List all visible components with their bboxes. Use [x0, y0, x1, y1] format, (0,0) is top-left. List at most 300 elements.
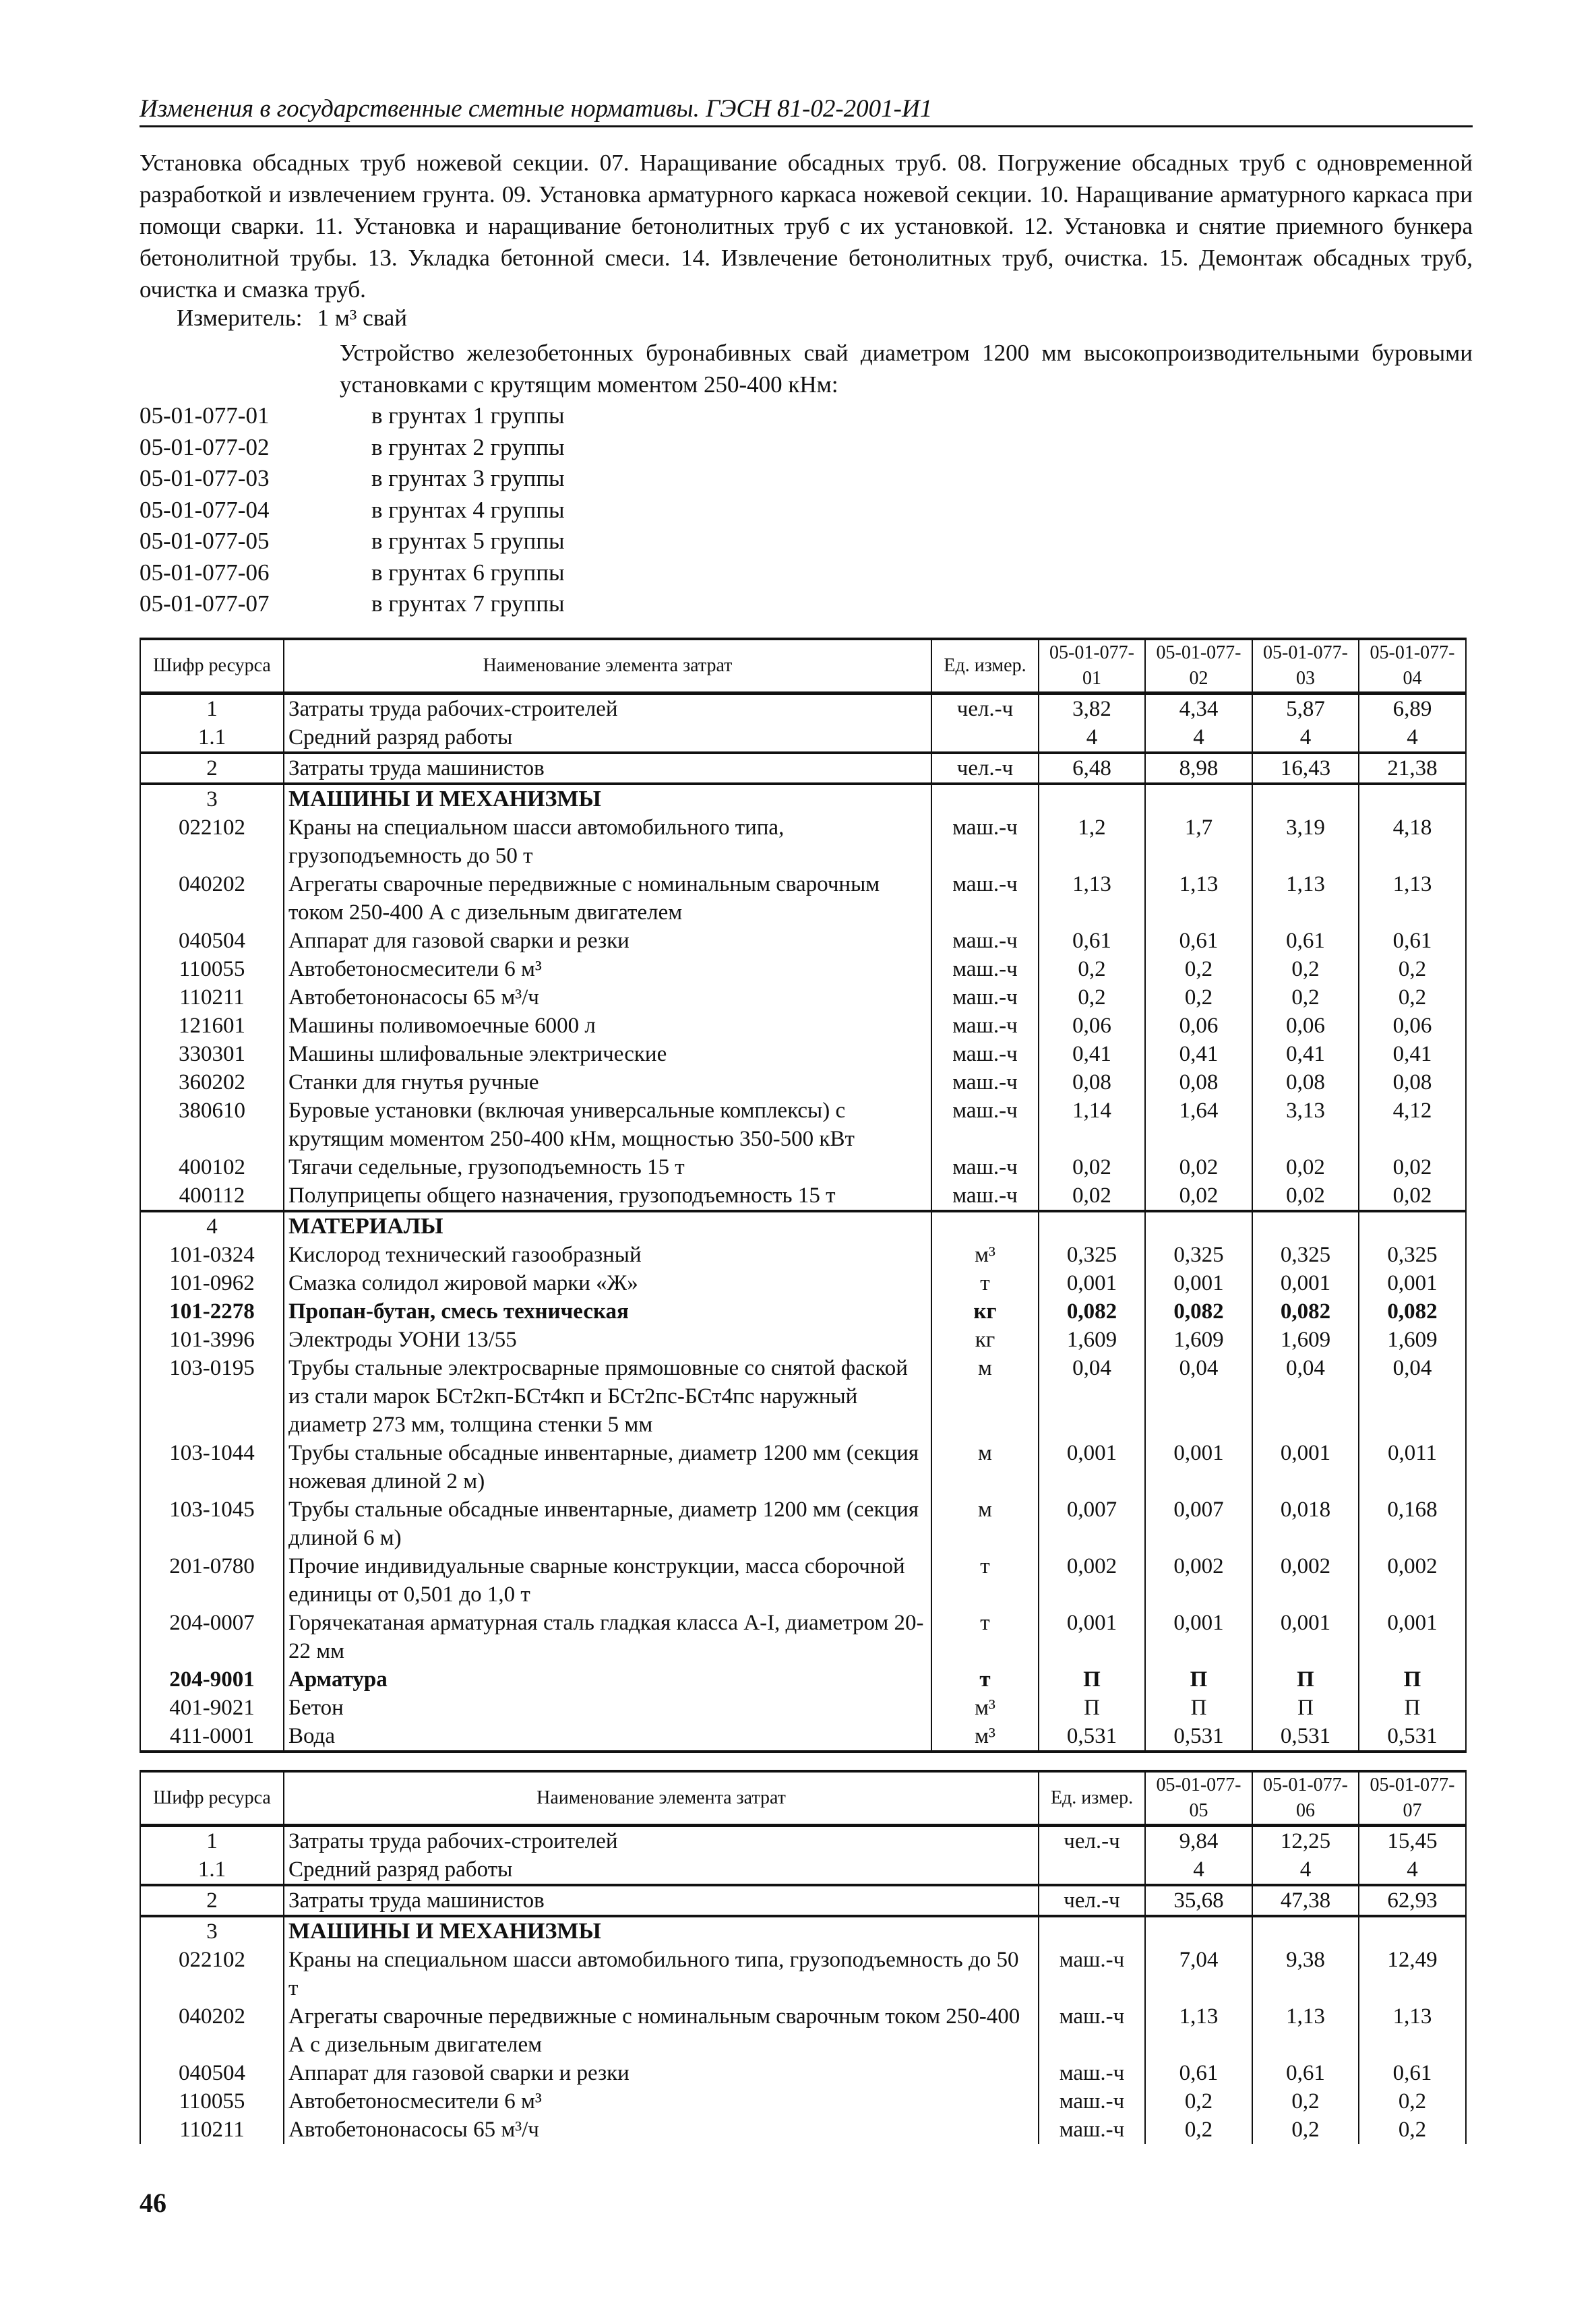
table-header-row	[140, 639, 1466, 694]
table-row	[140, 870, 1466, 927]
cost-element-name: Машины поливомоечные 6000 л	[284, 1012, 931, 1040]
cost-element-name: Арматура	[284, 1665, 931, 1694]
norm-value: 0,001	[1145, 1269, 1252, 1297]
cost-element-name: Буровые установки (включая универсальные комплексы) с крутящим моментом 250-400 кНм, мощностью 350-500 кВт	[284, 1097, 931, 1153]
unit: кг	[931, 1297, 1039, 1326]
norm-value: 4	[1039, 723, 1145, 753]
norm-value: 0,001	[1252, 1439, 1359, 1496]
norm-value: 0,08	[1252, 1068, 1359, 1097]
norm-value: 0,2	[1252, 955, 1359, 983]
norm-value: 0,02	[1145, 1181, 1252, 1211]
norm-value: 0,082	[1252, 1297, 1359, 1326]
norm-code-item	[140, 432, 565, 464]
table-row	[140, 1609, 1466, 1665]
norm-value: 0,41	[1145, 1040, 1252, 1068]
norm-value: 62,93	[1359, 1885, 1466, 1916]
norm-value: П	[1145, 1694, 1252, 1722]
cost-element-name: Прочие индивидуальные сварные конструкции, масса сборочной единицы от 0,501 до 1,0 т	[284, 1552, 931, 1609]
norm-value: 0,001	[1359, 1609, 1466, 1665]
norm-code-name: в грунтах 1 группы	[371, 402, 565, 429]
table-row	[140, 1665, 1466, 1694]
norm-value	[1145, 1916, 1252, 1946]
resource-code: 330301	[140, 1040, 284, 1068]
norm-value: 0,02	[1039, 1181, 1145, 1211]
unit: маш.-ч	[931, 870, 1039, 927]
norm-code-name: в грунтах 6 группы	[371, 559, 565, 586]
resource-code: 411-0001	[140, 1722, 284, 1752]
norm-value: 9,84	[1145, 1826, 1252, 1856]
column-header: Шифр ресурса	[140, 639, 284, 694]
norm-value: 0,531	[1145, 1722, 1252, 1752]
norm-value	[1039, 784, 1145, 813]
norm-value: 1,13	[1039, 870, 1145, 927]
norm-value	[1252, 1916, 1359, 1946]
norm-code-list	[140, 400, 565, 620]
table-row	[140, 2059, 1466, 2087]
norm-code: 05-01-077-06	[140, 559, 270, 586]
cost-element-name: Трубы стальные обсадные инвентарные, диаметр 1200 мм (секция ножевая длиной 2 м)	[284, 1439, 931, 1496]
running-header: Изменения в государственные сметные нормативы. ГЭСН 81-02-2001-И1	[140, 95, 933, 123]
unit: т	[931, 1665, 1039, 1694]
norm-value: 0,08	[1359, 1068, 1466, 1097]
cost-element-name: Затраты труда рабочих-строителей	[284, 1826, 1039, 1856]
norm-value: 0,531	[1359, 1722, 1466, 1752]
table-row	[140, 983, 1466, 1012]
cost-element-name: МАШИНЫ И МЕХАНИЗМЫ	[284, 784, 931, 813]
table-row	[140, 1153, 1466, 1181]
norm-value: 21,38	[1359, 753, 1466, 784]
cost-element-name: Пропан-бутан, смесь техническая	[284, 1297, 931, 1326]
page-number: 46	[140, 2188, 166, 2218]
column-header: Шифр ресурса	[140, 1771, 284, 1826]
table-row	[140, 694, 1466, 724]
column-header: 05-01-077-07	[1359, 1771, 1466, 1826]
norm-value: 0,001	[1039, 1269, 1145, 1297]
norm-value: 7,04	[1145, 1946, 1252, 2002]
norm-code: 05-01-077-07	[140, 590, 270, 617]
cost-element-name: Автобетононасосы 65 м³/ч	[284, 983, 931, 1012]
cost-element-name: Горячекатаная арматурная сталь гладкая класса А-I, диаметром 20-22 мм	[284, 1609, 931, 1665]
norm-value: 8,98	[1145, 753, 1252, 784]
norm-value: 1,64	[1145, 1097, 1252, 1153]
norm-value: 0,06	[1039, 1012, 1145, 1040]
norm-value: 0,007	[1145, 1496, 1252, 1552]
norm-value: П	[1039, 1665, 1145, 1694]
norm-value: 0,04	[1039, 1354, 1145, 1439]
unit	[1039, 1855, 1145, 1885]
column-header: 05-01-077-01	[1039, 639, 1145, 694]
norm-value: 0,61	[1359, 2059, 1466, 2087]
cost-element-name: Кислород технический газообразный	[284, 1241, 931, 1269]
norm-value: 0,001	[1145, 1439, 1252, 1496]
norm-value: 0,325	[1252, 1241, 1359, 1269]
norm-code: 05-01-077-04	[140, 496, 270, 523]
norm-value: 0,06	[1359, 1012, 1466, 1040]
column-header: Ед. измер.	[931, 639, 1039, 694]
norm-value	[1145, 1211, 1252, 1241]
column-header: 05-01-077-06	[1252, 1771, 1359, 1826]
norm-value: 4	[1145, 723, 1252, 753]
norm-value: 1,13	[1145, 2002, 1252, 2059]
table-row	[140, 1826, 1466, 1856]
header-rule	[140, 125, 1473, 127]
unit: маш.-ч	[931, 813, 1039, 870]
norm-value: 1,13	[1145, 870, 1252, 927]
norm-code: 05-01-077-05	[140, 528, 270, 554]
norm-value: 1,609	[1039, 1326, 1145, 1354]
norm-value: 0,02	[1252, 1153, 1359, 1181]
column-header: Ед. измер.	[1039, 1771, 1145, 1826]
norm-value: 0,531	[1252, 1722, 1359, 1752]
norm-value	[1252, 1211, 1359, 1241]
norm-value: 16,43	[1252, 753, 1359, 784]
norm-value: 12,25	[1252, 1826, 1359, 1856]
norm-value: 0,007	[1039, 1496, 1145, 1552]
table-row	[140, 1354, 1466, 1439]
resource-code: 110055	[140, 955, 284, 983]
unit: м	[931, 1354, 1039, 1439]
norm-value: 0,2	[1359, 2087, 1466, 2116]
cost-element-name: Вода	[284, 1722, 931, 1752]
norm-value: 1,7	[1145, 813, 1252, 870]
column-header: 05-01-077-02	[1145, 639, 1252, 694]
norm-value: 0,02	[1145, 1153, 1252, 1181]
norm-value: 1,609	[1252, 1326, 1359, 1354]
cost-element-name: Станки для гнутья ручные	[284, 1068, 931, 1097]
unit: м	[931, 1496, 1039, 1552]
resource-code: 110211	[140, 983, 284, 1012]
table-row	[140, 2087, 1466, 2116]
norm-value: 0,325	[1359, 1241, 1466, 1269]
norm-value: 0,61	[1145, 927, 1252, 955]
norm-value: 0,2	[1252, 983, 1359, 1012]
unit: маш.-ч	[1039, 2002, 1145, 2059]
norm-code-item	[140, 588, 565, 620]
norm-value: 0,2	[1039, 983, 1145, 1012]
cost-element-name: Трубы стальные электросварные прямошовные со снятой фаской из стали марок БСт2кп-БСт4кп и БСт2пс-БСт4пс наружный диаметр 273 мм, толщина стенки 5 мм	[284, 1354, 931, 1439]
unit: т	[931, 1609, 1039, 1665]
norm-value: 4,18	[1359, 813, 1466, 870]
cost-element-name: Полуприцепы общего назначения, грузоподъемность 15 т	[284, 1181, 931, 1211]
norm-code: 05-01-077-01	[140, 402, 270, 429]
cost-element-name: Смазка солидол жировой марки «Ж»	[284, 1269, 931, 1297]
column-header: 05-01-077-05	[1145, 1771, 1252, 1826]
resource-code: 101-0962	[140, 1269, 284, 1297]
norm-value: 0,61	[1252, 2059, 1359, 2087]
column-header: 05-01-077-03	[1252, 639, 1359, 694]
norm-value: 1,13	[1359, 870, 1466, 927]
resource-code: 401-9021	[140, 1694, 284, 1722]
norm-value: 0,04	[1145, 1354, 1252, 1439]
norm-value: 0,2	[1145, 2116, 1252, 2144]
unit	[931, 784, 1039, 813]
norm-value: 0,06	[1145, 1012, 1252, 1040]
norm-title: Устройство железобетонных буронабивных свай диаметром 1200 мм высокопроизводительными буровыми установками с крутящим моментом 250-400 кНм:	[340, 340, 1473, 398]
norm-value	[1252, 784, 1359, 813]
resource-code: 103-1045	[140, 1496, 284, 1552]
unit: маш.-ч	[1039, 2059, 1145, 2087]
resource-code: 1	[140, 1826, 284, 1856]
resource-code: 360202	[140, 1068, 284, 1097]
resource-code: 3	[140, 784, 284, 813]
table-row	[140, 955, 1466, 983]
norm-value: 0,001	[1145, 1609, 1252, 1665]
cost-element-name: МАШИНЫ И МЕХАНИЗМЫ	[284, 1916, 1039, 1946]
unit: маш.-ч	[1039, 1946, 1145, 2002]
norm-value	[1359, 784, 1466, 813]
norm-value: 4	[1145, 1855, 1252, 1885]
unit: т	[931, 1552, 1039, 1609]
norm-code-item	[140, 526, 565, 557]
section-row	[140, 784, 1466, 813]
column-header: 05-01-077-04	[1359, 639, 1466, 694]
unit	[1039, 1916, 1145, 1946]
resource-code: 2	[140, 753, 284, 784]
norm-value: 1,14	[1039, 1097, 1145, 1153]
norm-value: 0,06	[1252, 1012, 1359, 1040]
intro-paragraph: Установка обсадных труб ножевой секции. 07. Наращивание обсадных труб. 08. Погружение обсадных труб с одновременной разработкой и извлечением грунта. 09. Установка арматурного каркаса ножевой секции. 10. Наращивание арматурного каркаса при помощи сварки. 11. Установка и наращивание бетонолитных труб с их установкой. 12. Установка и снятие приемного бункера бетонолитной трубы. 13. Укладка бетонной смеси. 14. Извлечение бетонолитных труб, очистка. 15. Демонтаж обсадных труб, очистка и смазка труб.	[140, 150, 1473, 303]
norm-value: 0,04	[1359, 1354, 1466, 1439]
table-row	[140, 753, 1466, 784]
norm-value: 0,001	[1252, 1609, 1359, 1665]
table-row	[140, 1181, 1466, 1211]
resource-table-1	[140, 638, 1467, 1753]
norm-value: 0,02	[1039, 1153, 1145, 1181]
norm-value: 0,002	[1145, 1552, 1252, 1609]
table-row	[140, 1097, 1466, 1153]
unit	[931, 1211, 1039, 1241]
table-row	[140, 1269, 1466, 1297]
norm-value: 0,61	[1039, 927, 1145, 955]
unit: м³	[931, 1694, 1039, 1722]
unit: маш.-ч	[931, 1068, 1039, 1097]
table-row	[140, 2116, 1466, 2144]
unit: м³	[931, 1722, 1039, 1752]
norm-value: 1,13	[1252, 870, 1359, 927]
cost-element-name: Автобетононасосы 65 м³/ч	[284, 2116, 1039, 2144]
norm-value: 0,2	[1359, 955, 1466, 983]
norm-value: 4	[1359, 1855, 1466, 1885]
unit: маш.-ч	[931, 1097, 1039, 1153]
resource-code: 103-0195	[140, 1354, 284, 1439]
table-row	[140, 813, 1466, 870]
norm-value: 0,04	[1252, 1354, 1359, 1439]
section-row	[140, 1211, 1466, 1241]
table-row	[140, 2002, 1466, 2059]
resource-code: 040202	[140, 2002, 284, 2059]
resource-code: 101-3996	[140, 1326, 284, 1354]
norm-code-item	[140, 557, 565, 589]
table-row	[140, 1012, 1466, 1040]
norm-value: 4	[1359, 723, 1466, 753]
norm-value: 6,89	[1359, 694, 1466, 724]
norm-value: П	[1252, 1665, 1359, 1694]
norm-value: 0,082	[1039, 1297, 1145, 1326]
cost-element-name: Аппарат для газовой сварки и резки	[284, 2059, 1039, 2087]
meter-line	[177, 305, 407, 332]
norm-value: 0,2	[1252, 2116, 1359, 2144]
resource-code: 201-0780	[140, 1552, 284, 1609]
norm-value: 0,082	[1359, 1297, 1466, 1326]
norm-value: 4,34	[1145, 694, 1252, 724]
unit: кг	[931, 1326, 1039, 1354]
unit: маш.-ч	[1039, 2087, 1145, 2116]
table-row	[140, 927, 1466, 955]
norm-value: П	[1252, 1694, 1359, 1722]
norm-code-item	[140, 495, 565, 526]
resource-code: 101-0324	[140, 1241, 284, 1269]
table-row	[140, 1722, 1466, 1752]
cost-element-name: Агрегаты сварочные передвижные с номинальным сварочным током 250-400 А с дизельным двигателем	[284, 2002, 1039, 2059]
norm-value: 0,02	[1359, 1181, 1466, 1211]
norm-value	[1359, 1211, 1466, 1241]
resource-code: 400102	[140, 1153, 284, 1181]
norm-value: 9,38	[1252, 1946, 1359, 2002]
norm-value: 3,13	[1252, 1097, 1359, 1153]
table-row	[140, 1946, 1466, 2002]
cost-element-name: Автобетоносмесители 6 м³	[284, 955, 931, 983]
resource-code: 040504	[140, 2059, 284, 2087]
norm-code-name: в грунтах 4 группы	[371, 496, 565, 523]
norm-code-name: в грунтах 7 группы	[371, 590, 565, 617]
unit: м³	[931, 1241, 1039, 1269]
norm-value: 4	[1252, 723, 1359, 753]
unit: маш.-ч	[931, 927, 1039, 955]
resource-code: 022102	[140, 813, 284, 870]
resource-code: 121601	[140, 1012, 284, 1040]
unit: маш.-ч	[931, 983, 1039, 1012]
resource-code: 110055	[140, 2087, 284, 2116]
norm-value: 0,001	[1039, 1609, 1145, 1665]
norm-value: 0,41	[1359, 1040, 1466, 1068]
norm-value: 1,13	[1252, 2002, 1359, 2059]
cost-element-name: Краны на специальном шасси автомобильного типа, грузоподъемность до 50 т	[284, 1946, 1039, 2002]
cost-element-name: Автобетоносмесители 6 м³	[284, 2087, 1039, 2116]
norm-value: 5,87	[1252, 694, 1359, 724]
table-row	[140, 1068, 1466, 1097]
resource-code: 4	[140, 1211, 284, 1241]
norm-value: 0,531	[1039, 1722, 1145, 1752]
unit: чел.-ч	[1039, 1885, 1145, 1916]
resource-code: 040504	[140, 927, 284, 955]
unit: маш.-ч	[1039, 2116, 1145, 2144]
norm-value: 0,002	[1359, 1552, 1466, 1609]
cost-element-name: Электроды УОНИ 13/55	[284, 1326, 931, 1354]
norm-value: 12,49	[1359, 1946, 1466, 2002]
norm-value: 0,61	[1145, 2059, 1252, 2087]
norm-value: П	[1145, 1665, 1252, 1694]
unit: чел.-ч	[931, 694, 1039, 724]
resource-code: 3	[140, 1916, 284, 1946]
norm-value: 0,001	[1252, 1269, 1359, 1297]
cost-element-name: Затраты труда машинистов	[284, 753, 931, 784]
unit: маш.-ч	[931, 1012, 1039, 1040]
resource-code: 103-1044	[140, 1439, 284, 1496]
norm-value	[1359, 1916, 1466, 1946]
unit: м	[931, 1439, 1039, 1496]
meter-label: Измеритель:	[177, 305, 303, 331]
norm-value: 0,2	[1252, 2087, 1359, 2116]
resource-table-2	[140, 1770, 1467, 2144]
norm-value: 35,68	[1145, 1885, 1252, 1916]
norm-value: 0,082	[1145, 1297, 1252, 1326]
cost-element-name: Средний разряд работы	[284, 1855, 1039, 1885]
norm-value: 0,018	[1252, 1496, 1359, 1552]
resource-code: 1.1	[140, 1855, 284, 1885]
norm-value: 0,2	[1145, 955, 1252, 983]
norm-code: 05-01-077-02	[140, 433, 270, 460]
resource-code: 380610	[140, 1097, 284, 1153]
column-header: Наименование элемента затрат	[284, 639, 931, 694]
resource-code: 400112	[140, 1181, 284, 1211]
norm-value: П	[1359, 1665, 1466, 1694]
norm-value: 0,011	[1359, 1439, 1466, 1496]
table-header-row	[140, 1771, 1466, 1826]
resource-code: 110211	[140, 2116, 284, 2144]
norm-code-item	[140, 400, 565, 432]
norm-code: 05-01-077-03	[140, 465, 270, 491]
cost-element-name: Аппарат для газовой сварки и резки	[284, 927, 931, 955]
table-row	[140, 1855, 1466, 1885]
norm-value: 0,2	[1145, 2087, 1252, 2116]
norm-value: П	[1039, 1694, 1145, 1722]
norm-value	[1145, 784, 1252, 813]
table-row	[140, 723, 1466, 753]
cost-element-name: Агрегаты сварочные передвижные с номинальным сварочным током 250-400 А с дизельным двигателем	[284, 870, 931, 927]
norm-value: 4,12	[1359, 1097, 1466, 1153]
norm-value: 0,41	[1252, 1040, 1359, 1068]
table-row	[140, 1040, 1466, 1068]
norm-value: 47,38	[1252, 1885, 1359, 1916]
norm-value: 0,02	[1359, 1153, 1466, 1181]
section-row	[140, 1916, 1466, 1946]
table-row	[140, 1885, 1466, 1916]
resource-code: 2	[140, 1885, 284, 1916]
norm-value: 1,609	[1145, 1326, 1252, 1354]
norm-value: 3,82	[1039, 694, 1145, 724]
norm-value: 0,08	[1039, 1068, 1145, 1097]
unit: маш.-ч	[931, 955, 1039, 983]
norm-value: 1,2	[1039, 813, 1145, 870]
table-row	[140, 1297, 1466, 1326]
norm-value: 0,61	[1359, 927, 1466, 955]
unit: маш.-ч	[931, 1153, 1039, 1181]
resource-code: 204-9001	[140, 1665, 284, 1694]
meter-value: 1 м³ свай	[317, 305, 408, 331]
resource-code: 101-2278	[140, 1297, 284, 1326]
norm-value: 1,13	[1359, 2002, 1466, 2059]
norm-value: 0,325	[1039, 1241, 1145, 1269]
norm-value: 4	[1252, 1855, 1359, 1885]
cost-element-name: Затраты труда машинистов	[284, 1885, 1039, 1916]
norm-value: 0,2	[1359, 2116, 1466, 2144]
norm-value: 0,002	[1039, 1552, 1145, 1609]
resource-code: 040202	[140, 870, 284, 927]
unit	[931, 723, 1039, 753]
cost-element-name: МАТЕРИАЛЫ	[284, 1211, 931, 1241]
resource-code: 204-0007	[140, 1609, 284, 1665]
norm-value: 1,609	[1359, 1326, 1466, 1354]
norm-code-name: в грунтах 2 группы	[371, 433, 565, 460]
cost-element-name: Машины шлифовальные электрические	[284, 1040, 931, 1068]
unit: маш.-ч	[931, 1181, 1039, 1211]
norm-value: 6,48	[1039, 753, 1145, 784]
table-row	[140, 1552, 1466, 1609]
cost-element-name: Затраты труда рабочих-строителей	[284, 694, 931, 724]
norm-value: 3,19	[1252, 813, 1359, 870]
norm-value: 0,08	[1145, 1068, 1252, 1097]
table-row	[140, 1439, 1466, 1496]
